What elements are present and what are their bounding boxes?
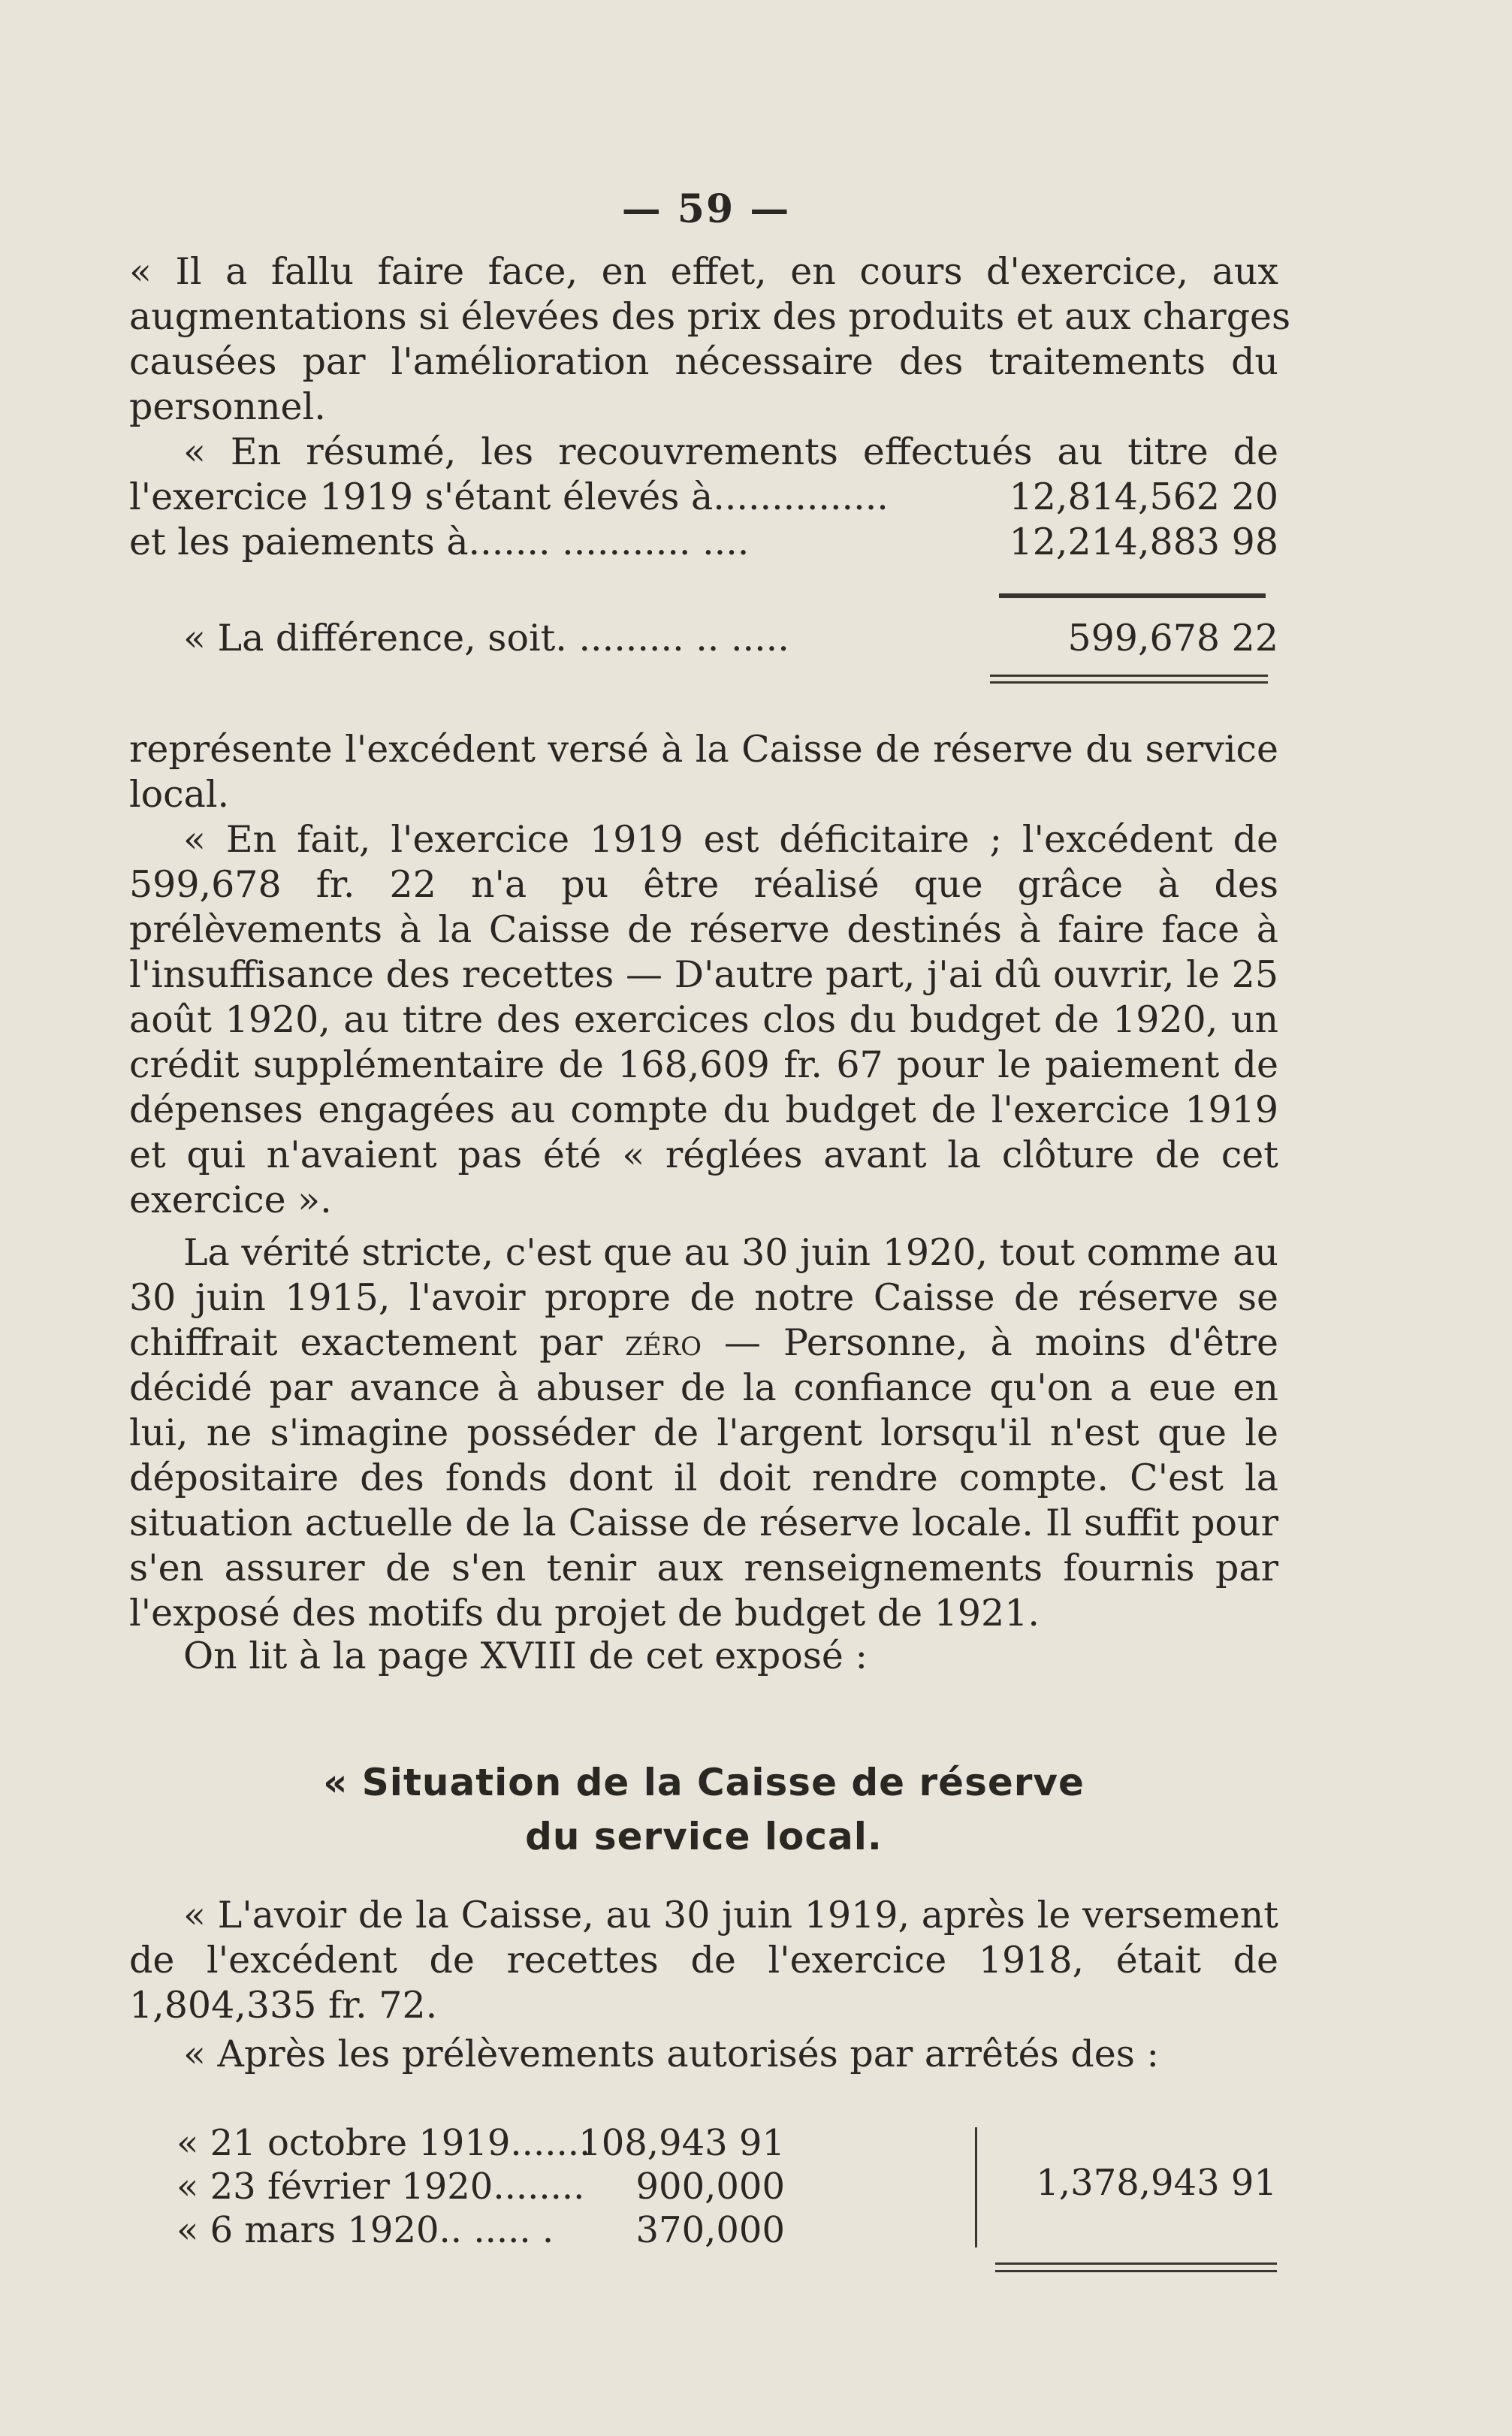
en-fait-paragraph: « En fait, l'exercice 1919 est déficitaire ; l'excédent de 599,678 fr. 22 n'a pu être réalisé que grâce à des prélèvements à la Caisse de réserve destinés à faire face à l'insuffisance des recettes — D'autre part, j'ai dû ouvrir, le 25 août 1920, au titre des exercices clos du budget de 1920, un crédit supplémentaire de 168,609 fr. 67 pour le paiement de dépenses engagées au compte du budget de l'exercice 1919 et qui n'avaient pas été « réglées avant la clôture de cet exercice ». — [129, 818, 1278, 1221]
apres-line: « Après les prélèvements autorisés par arrêtés des : — [183, 2033, 1159, 2075]
avoir-paragraph: « L'avoir de la Caisse, au 30 juin 1919, après le versement de l'excédent de recettes de l'exercice 1918, était de 1,804,335 fr. 72. — [129, 1894, 1278, 2027]
quote-line: causées par l'amélioration nécessaire des traitements du — [129, 340, 1278, 383]
schedule-brace — [975, 2127, 977, 2247]
schedule-row — [177, 2208, 1281, 2252]
total-rule-bottom — [990, 681, 1268, 684]
schedule-row — [177, 2121, 1281, 2165]
excedent-paragraph — [129, 727, 1278, 817]
on-lit-line: On lit à la page XVIII de cet exposé : — [183, 1635, 868, 1677]
verite-text-1: La vérité stricte, c'est que au 30 juin 1920, tout comme au 30 juin 1915, l'avoir propre de notre Caisse de réserve se chiffrait exactement par — [129, 1231, 1278, 1364]
total-rule-top — [990, 675, 1268, 677]
schedule-amount: 900,000 — [635, 2166, 785, 2208]
difference-value: 599,678 22 — [1067, 617, 1278, 660]
paiements-label: et les paiements à....... ........... .... — [129, 521, 750, 563]
schedule-amount: 370,000 — [635, 2209, 785, 2251]
schedule-date: « 23 février 1920........ — [177, 2166, 585, 2208]
heading-line-1: « Situation de la Caisse de réserve — [323, 1761, 1085, 1804]
paiements-value: 12,214,883 98 — [1009, 521, 1278, 563]
quote-paragraph — [129, 249, 1291, 430]
on-lit-block — [129, 1634, 1278, 1679]
recouvrements-label: l'exercice 1919 s'étant élevés à............... — [129, 475, 889, 518]
verite-paragraph — [129, 1230, 1278, 1636]
recouvrements-row — [129, 475, 1278, 520]
heading-line-2: du service local. — [525, 1815, 883, 1858]
quote-line-last: personnel. — [129, 385, 326, 428]
verite-zero: zéro — [625, 1321, 702, 1364]
quote-line: « Il a fallu faire face, en effet, en cours d'exercice, aux — [129, 250, 1278, 293]
subtotal-rule — [999, 593, 1266, 598]
schedule-rule-top — [995, 2262, 1277, 2265]
paiements-row — [129, 520, 1278, 565]
verite-text-2: — Personne, à moins d'être décidé par avance à abuser de la confiance qu'on a eue en lui, ne s'imagine posséder de l'argent lorsqu'il n'est que le dépositaire des fonds dont il doit rendre compte. C'est la situation actuelle de la Caisse de réserve locale. Il suffit pour s'en assurer de s'en tenir aux renseignements fournis par l'exposé des motifs du projet de budget de 1921. — [129, 1321, 1278, 1635]
schedule-amount: 108,943 91 — [578, 2122, 785, 2164]
schedule-rule-bottom — [995, 2270, 1277, 2272]
apres-block — [129, 2032, 1278, 2077]
quote-line: augmentations si élevées des prix des produits et aux charges — [129, 295, 1291, 338]
difference-block — [129, 616, 1278, 661]
schedule-date: « 6 mars 1920.. ..... . — [177, 2209, 554, 2251]
difference-label: « La différence, soit. ......... .. ..... — [183, 617, 789, 660]
schedule-date: « 21 octobre 1919....... — [177, 2122, 591, 2164]
section-heading — [129, 1755, 1278, 1864]
schedule-total: 1,378,943 91 — [1036, 2162, 1277, 2204]
summary-block — [129, 430, 1278, 565]
page-number: — 59 — — [621, 186, 791, 232]
excedent-line: représente l'excédent versé à la Caisse de réserve du service — [129, 728, 1278, 771]
difference-row — [129, 616, 1278, 661]
excedent-line-last: local. — [129, 773, 230, 816]
recouvrements-value: 12,814,562 20 — [1009, 475, 1278, 518]
summary-intro: « En résumé, les recouvrements effectués au titre de — [183, 430, 1278, 473]
